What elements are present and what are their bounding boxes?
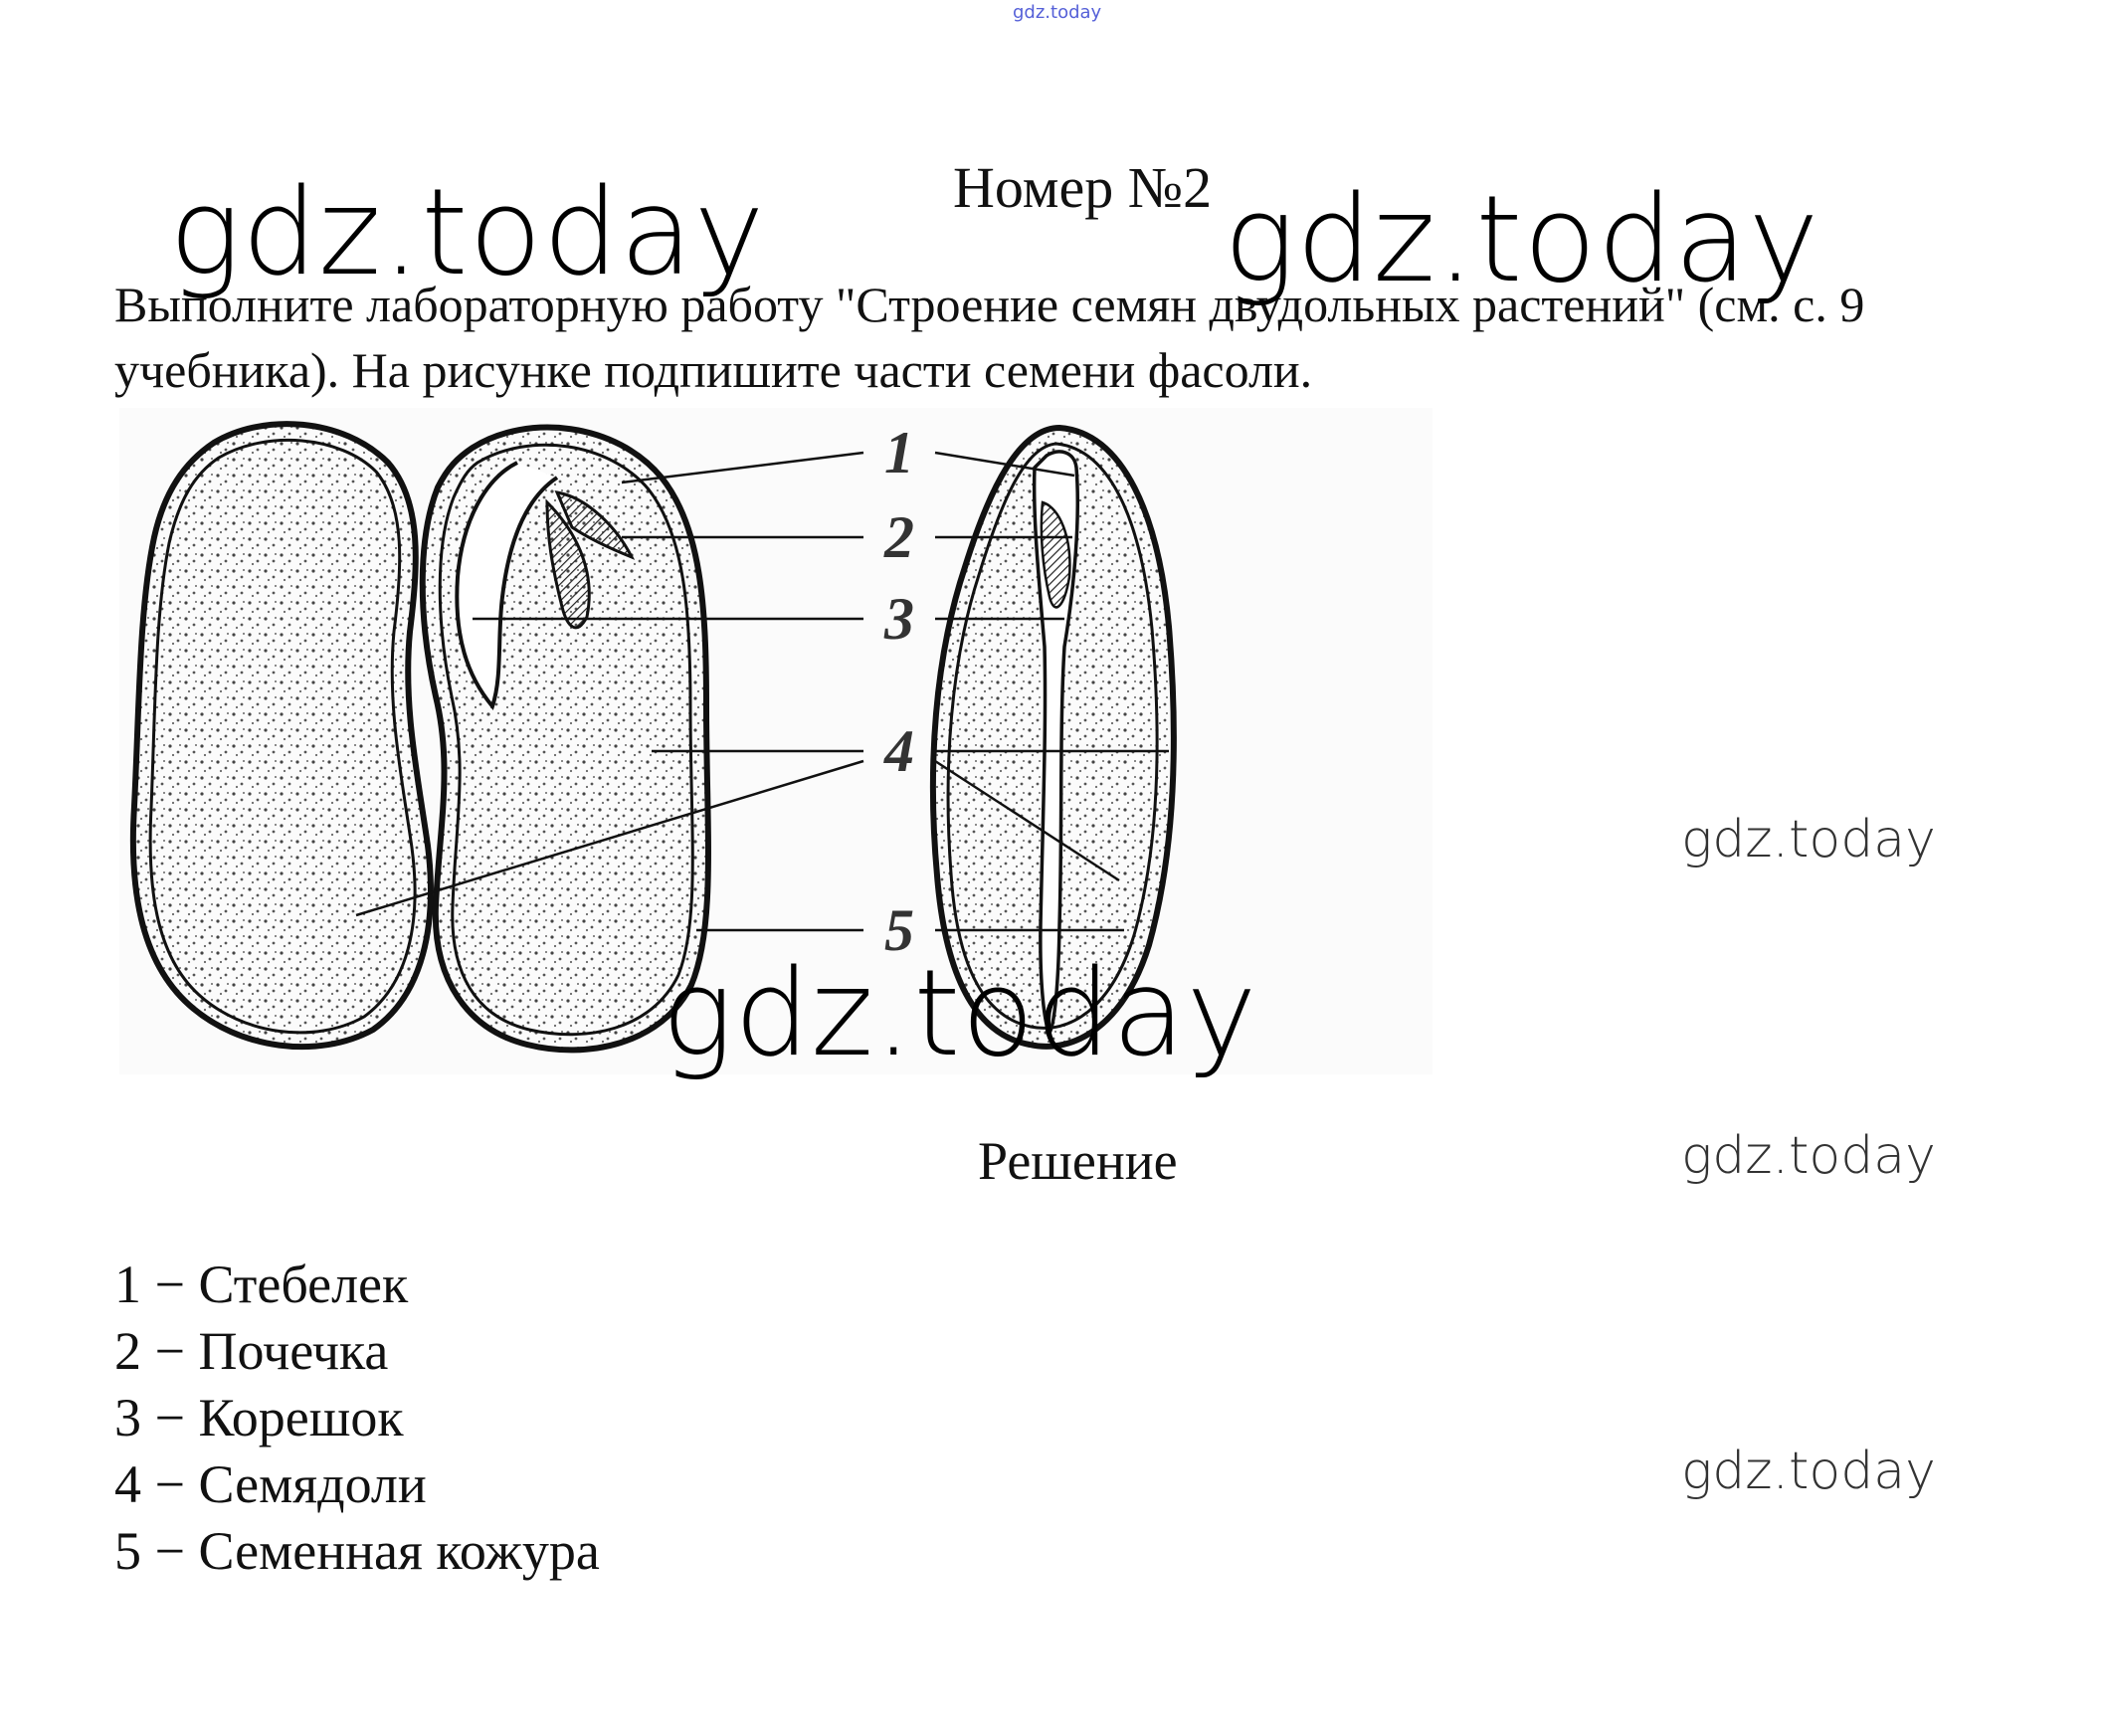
answer-number: 1 — [114, 1254, 141, 1314]
answer-number: 2 — [114, 1321, 141, 1381]
figure-label-3: 3 — [884, 586, 914, 652]
answer-text: Семядоли — [198, 1454, 427, 1514]
answer-number: 3 — [114, 1388, 141, 1447]
answer-dash: − — [154, 1454, 185, 1514]
answer-text: Семенная кожура — [198, 1521, 600, 1581]
header-watermark: gdz.today — [1013, 2, 1102, 23]
figure-label-2: 2 — [884, 504, 914, 570]
answer-item-2 — [114, 1318, 600, 1385]
figure-label-1: 1 — [884, 420, 914, 485]
figure-label-5: 5 — [884, 897, 914, 963]
answer-item-4 — [114, 1451, 600, 1518]
watermark-big-1: gdz.today — [169, 164, 766, 302]
answer-number: 5 — [114, 1521, 141, 1581]
answer-dash: − — [154, 1321, 185, 1381]
watermark-big-2: gdz.today — [1224, 171, 1820, 309]
watermark-big-3: gdz.today — [662, 945, 1258, 1083]
answer-text: Почечка — [198, 1321, 389, 1381]
answer-item-5 — [114, 1518, 600, 1585]
answer-dash: − — [154, 1388, 185, 1447]
answer-dash: − — [154, 1254, 185, 1314]
answer-text: Корешок — [198, 1388, 404, 1447]
answer-text: Стебелек — [198, 1254, 409, 1314]
answer-dash: − — [154, 1521, 185, 1581]
figure-label-4: 4 — [884, 718, 914, 784]
watermark-small-1: gdz.today — [1681, 810, 1936, 869]
answer-item-3 — [114, 1385, 600, 1451]
cotyledon-left — [133, 424, 431, 1047]
answer-list — [114, 1252, 600, 1585]
task-text: Выполните лабораторную работу "Строение семян двудольных растений" (см. с. 9 учебника). На рисунке подпишите части семени фасоли. — [114, 277, 1865, 398]
answer-item-1 — [114, 1252, 600, 1318]
solution-heading: Решение — [978, 1131, 1178, 1191]
watermark-small-2: gdz.today — [1681, 1126, 1936, 1186]
watermark-small-3: gdz.today — [1681, 1442, 1936, 1501]
problem-title: Номер №2 — [953, 155, 1213, 220]
answer-number: 4 — [114, 1454, 141, 1514]
